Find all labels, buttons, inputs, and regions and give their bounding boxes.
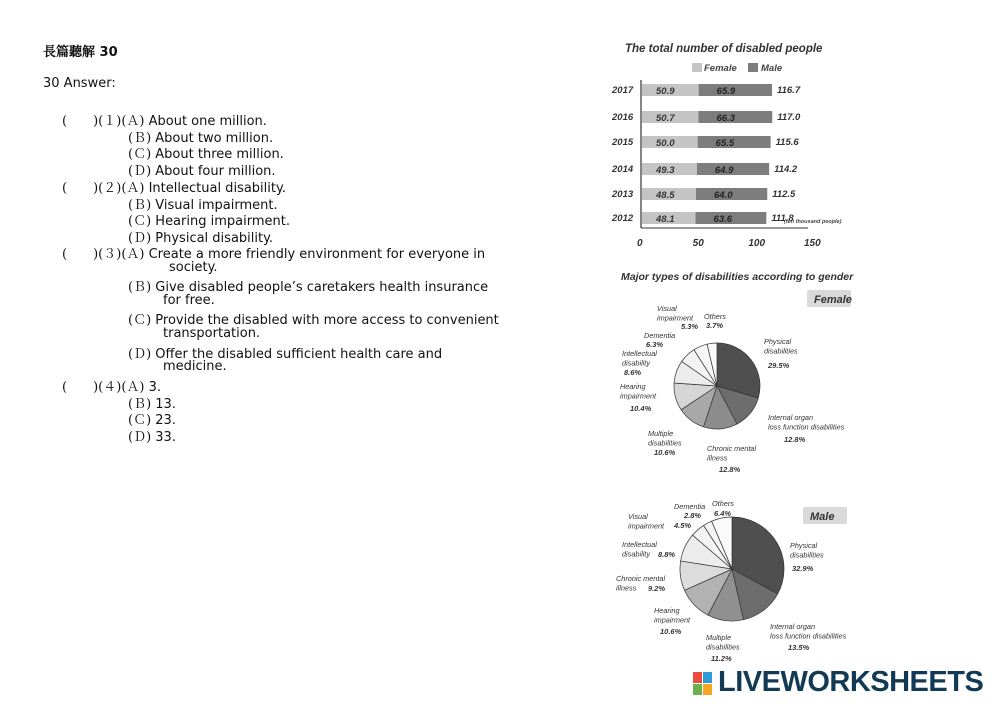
pie-slice-label: Multiple: [706, 633, 732, 642]
gender-badge-label: Male: [810, 511, 835, 523]
question-option: [128, 160, 276, 179]
pie-slice-value: 12.8%: [784, 435, 806, 444]
pie-slice-value: 13.5%: [788, 643, 810, 652]
question-option: [62, 243, 485, 262]
pie-slice-label: disabilities: [790, 550, 824, 560]
pie-slice-label: Intellectual: [622, 540, 657, 549]
pie-slice-label: impairment: [657, 313, 694, 323]
pie-slice-value: 4.5%: [674, 521, 692, 530]
pie-slice-label: disabilities: [764, 346, 798, 356]
pie-slice-label: illness: [707, 453, 728, 463]
option-text: 13.: [151, 396, 176, 412]
female-pie-chart: [608, 266, 868, 476]
pie-slice-value: 32.9%: [792, 564, 814, 573]
option-letter: (Ｄ): [128, 163, 152, 179]
pie-slice-label: Multiple: [648, 429, 674, 438]
pie-slice-label: Others: [712, 499, 734, 508]
question-number: (１): [98, 114, 122, 129]
pie-slice-label: Dementia: [674, 502, 706, 511]
option-text: 23.: [151, 413, 176, 429]
bar-male-value: 64.9: [714, 165, 734, 176]
pie-slice-value: 9.2%: [648, 584, 666, 593]
answer-blank[interactable]: ( ): [62, 247, 99, 262]
option-text: Give disabled people’s caretakers health insurance: [151, 280, 489, 296]
bar-male-value: 66.3: [716, 113, 735, 124]
option-letter: (Ａ): [121, 114, 145, 129]
option-text: Physical disability.: [151, 230, 274, 246]
pie-slice-label: impairment: [628, 521, 665, 531]
answer-blank[interactable]: ( ): [62, 114, 99, 129]
option-letter: (Ｃ): [128, 313, 152, 329]
answer-blank[interactable]: ( ): [62, 380, 99, 395]
x-tick-label: 150: [804, 238, 821, 249]
question-option: [128, 426, 176, 445]
bar-male-value: 65.5: [715, 138, 735, 149]
option-text-continued: transportation.: [163, 326, 261, 341]
pie-slice-label: Internal organ: [770, 622, 816, 631]
option-text: About four million.: [151, 163, 276, 179]
gender-badge-label: Female: [814, 294, 852, 306]
pie-slice-label: Visual: [628, 512, 648, 521]
legend-female: Female: [704, 63, 737, 74]
option-text: Hearing impairment.: [151, 214, 290, 230]
option-letter: (Ｄ): [128, 429, 152, 445]
option-letter: (Ｃ): [128, 413, 152, 429]
option-letter: (Ａ): [121, 181, 145, 196]
pie-slice-label: impairment: [654, 615, 691, 625]
bar-male-value: 63.6: [713, 214, 733, 225]
bar-female-value: 50.7: [656, 113, 675, 124]
pie-slice-value: 11.2%: [711, 654, 732, 663]
question-number: (３): [98, 247, 122, 262]
bar-male-value: 64.0: [713, 190, 733, 201]
bar-total-value: 112.5: [772, 189, 796, 200]
option-text: Offer the disabled sufficient health care and: [151, 346, 443, 362]
pie-slice-label: Others: [704, 312, 726, 321]
pie-slice-value: 12.8%: [719, 465, 741, 474]
pie-slice-value: 29.5%: [768, 361, 790, 370]
pie-slice-value: 8.8%: [658, 550, 676, 559]
option-text: About three million.: [151, 147, 284, 163]
option-text: Create a more friendly environment for everyone in: [144, 247, 486, 262]
pie-slice-label: Chronic mental: [616, 574, 666, 583]
pie-slice-label: disabilities: [706, 642, 740, 652]
worksheet-title: 長篇聽解 30: [43, 45, 118, 60]
bar-male: [699, 84, 772, 96]
pie-slice-label: Visual: [657, 304, 677, 313]
x-tick-label: 50: [692, 238, 704, 249]
pie-slice-label: illness: [616, 583, 637, 593]
pie-slice-value: 6.3%: [646, 340, 664, 349]
bar-total-value: 117.0: [777, 112, 801, 123]
question-number: (２): [98, 181, 122, 196]
option-letter: (Ｂ): [128, 197, 152, 213]
answer-blank[interactable]: ( ): [62, 181, 99, 196]
legend-swatch-male: [748, 63, 758, 72]
option-text: Provide the disabled with more access to convenient: [151, 313, 499, 329]
option-letter: (Ｂ): [128, 130, 152, 146]
pie-slice-label: loss function disabilities: [768, 422, 845, 432]
bar-total-value: 114.2: [774, 164, 798, 175]
bar-female-value: 50.9: [656, 86, 675, 97]
pie-slice-label: disability: [622, 549, 650, 559]
pie-slice-value: 10.4%: [630, 404, 652, 413]
bar-category-label: 2016: [612, 112, 634, 123]
answer-heading: 30 Answer:: [43, 76, 116, 91]
option-text: About two million.: [151, 130, 274, 146]
x-tick-label: 0: [637, 238, 643, 249]
option-text: Visual impairment.: [151, 197, 278, 213]
bar-chart: [608, 38, 858, 253]
bar-male: [698, 111, 772, 123]
bar-total-value: 115.6: [775, 137, 799, 148]
pie-slice-value: 5.3%: [681, 322, 699, 331]
bar-category-label: 2015: [612, 137, 634, 148]
liveworksheets-logo-icon: [693, 672, 713, 696]
option-letter: (Ｃ): [128, 214, 152, 230]
pie-slice-label: Physical: [790, 541, 818, 550]
bar-female-value: 48.1: [656, 214, 675, 225]
pie-slice-label: Hearing: [654, 606, 680, 615]
legend-male: Male: [761, 63, 783, 74]
chart-title: The total number of disabled people: [625, 43, 823, 55]
legend-swatch-female: [692, 63, 702, 72]
bar-female-value: 48.5: [656, 190, 675, 201]
pie-slice-label: loss function disabilities: [770, 631, 847, 641]
pie-slice-label: Internal organ: [768, 413, 814, 422]
pie-slice-label: Physical: [764, 337, 792, 346]
bar-total-value: 116.7: [777, 85, 801, 96]
question-number: (４): [98, 380, 122, 395]
option-text: 3.: [144, 380, 162, 395]
liveworksheets-logo-text: LIVEWORKSHEETS: [718, 666, 984, 698]
bar-female-value: 49.3: [656, 165, 675, 176]
option-text-continued: medicine.: [163, 359, 227, 375]
bar-female-value: 50.0: [656, 138, 675, 149]
pie-slice-label: disabilities: [648, 438, 682, 448]
option-letter: (Ａ): [121, 247, 145, 262]
option-letter: (Ｂ): [128, 280, 152, 296]
pie-slice-label: disability: [622, 358, 650, 368]
chart-title: Major types of disabilities according to gender: [621, 271, 854, 283]
option-letter: (Ｄ): [128, 346, 152, 362]
unit-note: (ten thousand people): [784, 219, 842, 225]
option-letter: (Ｄ): [128, 230, 152, 246]
pie-slice-label: impairment: [620, 391, 657, 401]
option-text: About one million.: [144, 114, 267, 129]
pie-slice-value: 6.4%: [714, 509, 732, 518]
pie-slice-label: Hearing: [620, 382, 646, 391]
pie-slice-label: Chronic mental: [707, 444, 757, 453]
option-text-continued: society.: [169, 259, 218, 275]
bar-category-label: 2017: [612, 85, 634, 96]
pie-slice-value: 3.7%: [706, 321, 724, 330]
male-pie-chart: [608, 495, 868, 665]
bar-category-label: 2012: [612, 213, 634, 224]
pie-slice-value: 10.6%: [654, 448, 676, 457]
bar-category-label: 2013: [612, 189, 634, 200]
pie-slice-label: Dementia: [644, 331, 676, 340]
option-letter: (Ｂ): [128, 396, 152, 412]
bar-category-label: 2014: [612, 164, 634, 175]
option-letter: (Ａ): [121, 380, 145, 395]
option-letter: (Ｃ): [128, 147, 152, 163]
pie-slice-label: Intellectual: [622, 349, 657, 358]
option-text: 33.: [151, 429, 176, 445]
option-text: Intellectual disability.: [144, 181, 286, 196]
x-tick-label: 100: [748, 238, 766, 249]
bar-total-value: 111.8: [771, 213, 794, 224]
option-text-continued: for free.: [163, 292, 215, 308]
pie-slice-value: 2.8%: [684, 511, 702, 520]
bar-male-value: 65.9: [716, 86, 736, 97]
pie-slice-value: 10.6%: [660, 627, 682, 636]
pie-slice-value: 8.6%: [624, 368, 642, 377]
